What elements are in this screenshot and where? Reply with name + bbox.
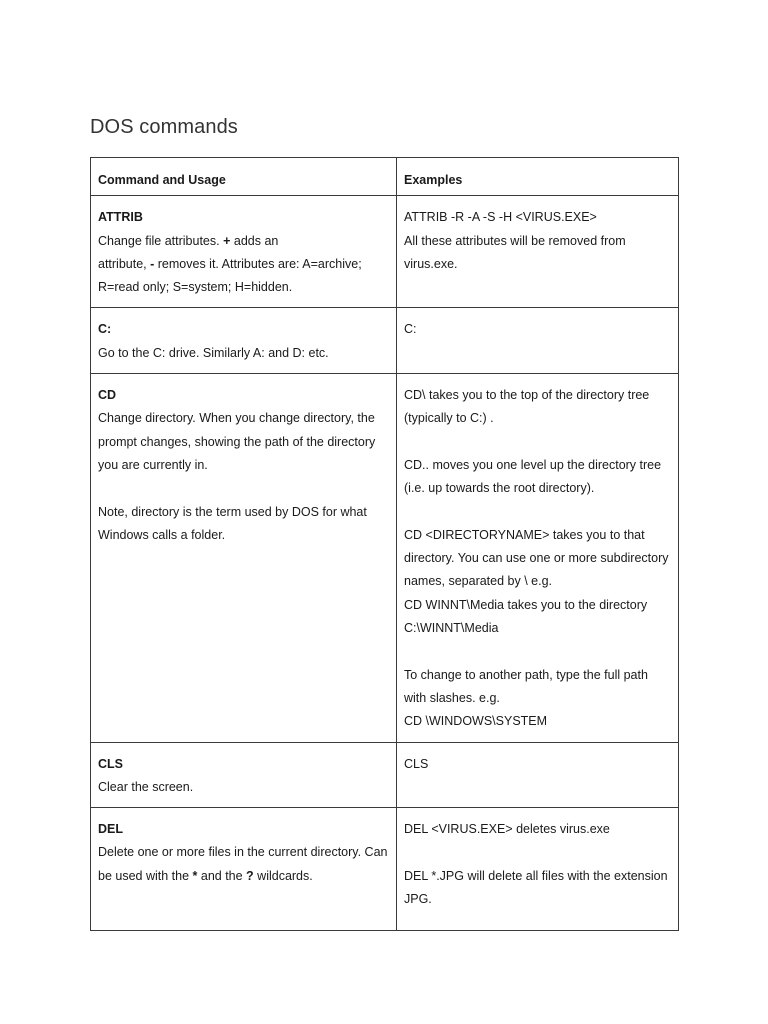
usage-text: adds an bbox=[230, 233, 279, 248]
table-row-cd bbox=[91, 374, 679, 742]
usage-line: Note, directory is the term used by DOS for what bbox=[98, 504, 367, 519]
examples-cell-cls bbox=[397, 742, 679, 808]
usage-text: and the bbox=[197, 868, 247, 883]
usage-line bbox=[98, 230, 390, 253]
usage-line bbox=[98, 253, 390, 276]
example-line: CD\ takes you to the top of the directory tree bbox=[404, 388, 650, 403]
table-row-del bbox=[91, 808, 679, 931]
usage-text: removes it. Attributes are: A=archive; bbox=[154, 256, 362, 271]
usage-cell-cls bbox=[91, 742, 397, 808]
example-line: ATTRIB -R -A -S -H <VIRUS.EXE> bbox=[404, 210, 597, 225]
example-line: DEL *.JPG will delete all files with the extension bbox=[404, 868, 668, 883]
command-name: C: bbox=[98, 322, 112, 337]
usage-line: Windows calls a folder. bbox=[98, 527, 226, 542]
table-header-row bbox=[91, 158, 679, 196]
usage-line: you are currently in. bbox=[98, 457, 208, 472]
usage-symbol-question: ? bbox=[246, 868, 254, 883]
command-name: DEL bbox=[98, 822, 123, 837]
spacer bbox=[404, 501, 672, 524]
spacer bbox=[404, 640, 672, 663]
examples-cell-cd bbox=[397, 374, 679, 742]
usage-symbol-minus: - bbox=[150, 256, 155, 271]
usage-line: Delete one or more files in the current directory. Can bbox=[98, 845, 388, 860]
usage-line: Change directory. When you change directory, the bbox=[98, 411, 375, 426]
example-line: names, separated by \ e.g. bbox=[404, 574, 553, 589]
usage-text: wildcards. bbox=[253, 868, 313, 883]
spacer bbox=[98, 477, 390, 500]
usage-line bbox=[98, 865, 390, 888]
example-line: directory. You can use one or more subdirectory bbox=[404, 551, 669, 566]
table-row-c-drive bbox=[91, 308, 679, 374]
usage-symbol-plus: + bbox=[223, 233, 231, 248]
examples-cell-del bbox=[397, 808, 679, 931]
example-line: C: bbox=[404, 322, 417, 337]
example-line: virus.exe. bbox=[404, 256, 458, 271]
column-header-examples: Examples bbox=[397, 158, 679, 196]
command-name: CD bbox=[98, 388, 117, 403]
examples-cell-c-drive bbox=[397, 308, 679, 374]
example-line: JPG. bbox=[404, 892, 432, 907]
page-title: DOS commands bbox=[90, 116, 238, 138]
examples-cell-attrib bbox=[397, 196, 679, 308]
example-line: CD \WINDOWS\SYSTEM bbox=[404, 714, 548, 729]
command-name: CLS bbox=[98, 756, 123, 771]
example-line: with slashes. e.g. bbox=[404, 690, 500, 705]
example-line: CD.. moves you one level up the directory tree bbox=[404, 457, 662, 472]
example-line: DEL <VIRUS.EXE> deletes virus.exe bbox=[404, 822, 610, 837]
table-row-attrib bbox=[91, 196, 679, 308]
table-row-cls bbox=[91, 742, 679, 808]
example-line: (i.e. up towards the root directory). bbox=[404, 481, 595, 496]
usage-line: Go to the C: drive. Similarly A: and D: etc. bbox=[98, 345, 329, 360]
usage-line: prompt changes, showing the path of the directory bbox=[98, 434, 376, 449]
example-line: C:\WINNT\Media bbox=[404, 621, 499, 636]
example-line: CLS bbox=[404, 756, 429, 771]
usage-cell-del bbox=[91, 808, 397, 931]
example-line: (typically to C:) . bbox=[404, 411, 494, 426]
usage-cell-c-drive bbox=[91, 308, 397, 374]
column-header-command-usage: Command and Usage bbox=[91, 158, 397, 196]
example-line: CD <DIRECTORYNAME> takes you to that bbox=[404, 527, 645, 542]
commands-table bbox=[90, 157, 679, 931]
command-name: ATTRIB bbox=[98, 210, 143, 225]
usage-text: be used with the bbox=[98, 868, 193, 883]
usage-cell-cd bbox=[91, 374, 397, 742]
usage-symbol-asterisk: * bbox=[192, 868, 198, 883]
usage-cell-attrib bbox=[91, 196, 397, 308]
usage-text: attribute, bbox=[98, 256, 151, 271]
spacer bbox=[404, 431, 672, 454]
example-line: To change to another path, type the full path bbox=[404, 667, 648, 682]
usage-line: R=read only; S=system; H=hidden. bbox=[98, 280, 293, 295]
usage-line: Clear the screen. bbox=[98, 779, 194, 794]
usage-text: Change file attributes. bbox=[98, 233, 224, 248]
example-line: All these attributes will be removed from bbox=[404, 233, 626, 248]
spacer bbox=[404, 841, 672, 864]
example-line: CD WINNT\Media takes you to the directory bbox=[404, 597, 648, 612]
